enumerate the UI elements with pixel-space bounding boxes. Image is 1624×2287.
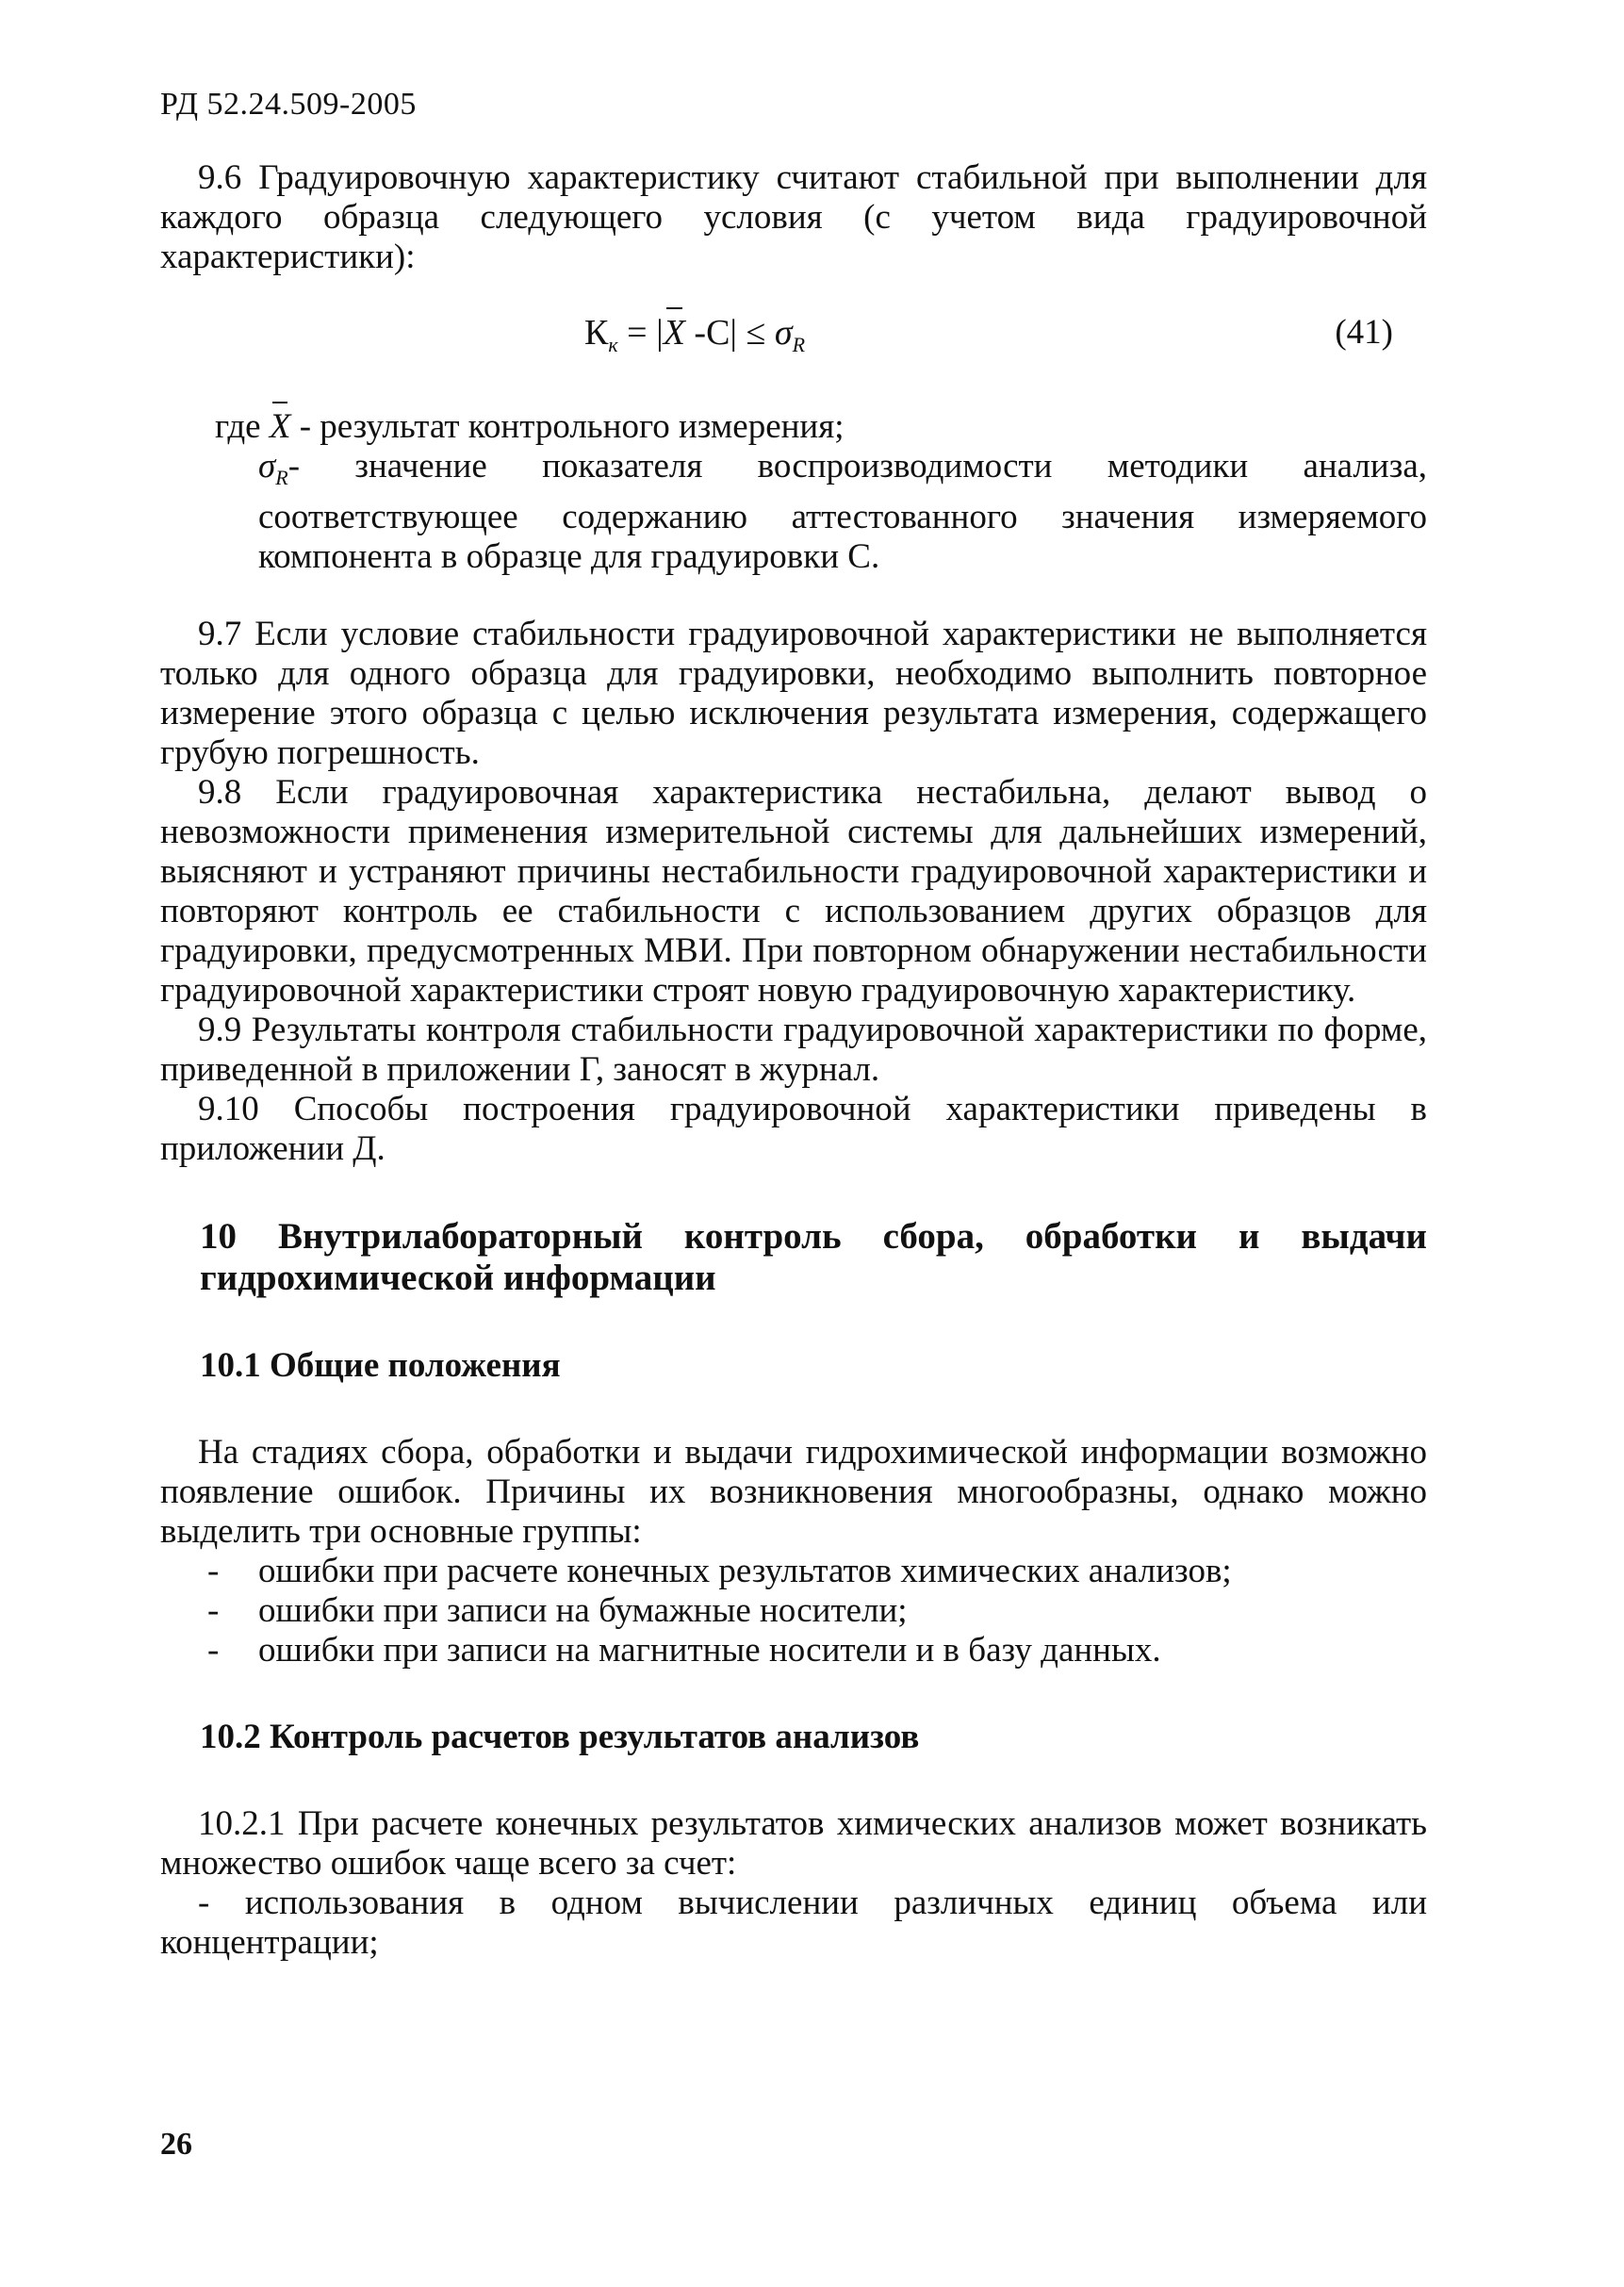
list-item	[160, 1631, 1427, 1670]
list-10-1	[160, 1552, 1427, 1670]
paragraph-9-9: 9.9 Результаты контроля стабильности градуировочной характеристики по форме, приведенной в приложении Г, заносят в журнал.	[160, 1011, 1427, 1089]
section-10-heading: 10 Внутрилабораторный контроль сбора, обработки и выдачи гидрохимической информации	[200, 1216, 1427, 1298]
paragraph-9-7: 9.7 Если условие стабильности градуировочной характеристики не выполняется только для одного образца для градуировки, необходимо выполнить повторное измерение этого образца с целью исключения результата измерения, содержащего грубую погрешность.	[160, 615, 1427, 772]
list-item	[160, 1552, 1427, 1591]
page-number: 26	[160, 2127, 192, 2162]
list-dash: -	[207, 1631, 220, 1670]
where-sigma-subscript: R	[275, 466, 288, 489]
where-sigma: σ	[258, 447, 276, 485]
where-x-bar: X	[269, 407, 291, 446]
spacer	[160, 1299, 1427, 1346]
list-dash: -	[207, 1591, 220, 1630]
list-dash: -	[198, 1884, 210, 1922]
section-10-1-heading: 10.1 Общие положения	[200, 1346, 561, 1385]
spacer	[160, 1169, 1427, 1216]
spacer	[160, 577, 1427, 615]
formula-expression	[584, 313, 805, 365]
list-item	[160, 1591, 1427, 1631]
formula-k: К	[584, 313, 609, 353]
spacer	[160, 1386, 1427, 1433]
list-dash: -	[207, 1552, 220, 1590]
spacer	[160, 1757, 1427, 1804]
list-item-text: использования в одном вычислении различных единиц объема или концентрации;	[160, 1884, 1427, 1962]
where-sigma-text: - значение показателя воспроизводимости методики анализа, соответствующее содержанию аттестованного значения измеряемого компонента в образце для градуировки С.	[258, 447, 1427, 576]
formula-eq: = |	[617, 313, 664, 353]
where-x-definition	[160, 407, 1427, 447]
paragraph-9-8: 9.8 Если градуировочная характеристика нестабильна, делают вывод о невозможности применения измерительной системы для дальнейших измерений, выясняют и устраняют причины нестабильности градуировочной характеристики и повторяют контроль ее стабильности с использованием других образцов для градуировки, предусмотренных МВИ. При повторном обнаружении нестабильности градуировочной характеристики строят новую градуировочную характеристику.	[160, 773, 1427, 1010]
where-prefix: где	[215, 407, 270, 446]
paragraph-10-2-1: 10.2.1 При расчете конечных результатов химических анализов может возникать множество ошибок чаще всего за счет:	[160, 1804, 1427, 1883]
formula-x-bar: X	[663, 313, 685, 353]
list-item-text: ошибки при расчете конечных результатов химических анализов;	[258, 1552, 1232, 1590]
spacer	[160, 1670, 1427, 1718]
formula-sigma-subscript: R	[792, 333, 806, 356]
list-item-text: ошибки при записи на бумажные носители;	[258, 1591, 908, 1630]
paragraph-9-6: 9.6 Градуировочную характеристику считают стабильной при выполнении для каждого образца следующего условия (с учетом вида градуировочной характеристики):	[160, 158, 1427, 276]
page-body	[160, 158, 1427, 1963]
list-item-text: ошибки при записи на магнитные носители и в базу данных.	[258, 1631, 1161, 1670]
where-x-text: - результат контрольного измерения;	[290, 407, 845, 446]
where-sigma-definition	[160, 447, 1427, 577]
formula-41	[160, 313, 1427, 362]
paragraph-10-2-1-item	[160, 1884, 1427, 1963]
formula-k-subscript: к	[608, 333, 618, 356]
paragraph-9-10: 9.10 Способы построения градуировочной характеристики приведены в приложении Д.	[160, 1090, 1427, 1168]
running-header-doc-code: РД 52.24.509-2005	[160, 87, 417, 122]
formula-mid: -С| ≤	[684, 313, 775, 353]
formula-number: (41)	[1335, 313, 1393, 352]
section-10-2-heading: 10.2 Контроль расчетов результатов анализов	[200, 1718, 920, 1756]
paragraph-10-1: На стадиях сбора, обработки и выдачи гидрохимической информации возможно появление ошибок. Причины их возникновения многообразны, однако можно выделить три основные группы:	[160, 1433, 1427, 1551]
formula-sigma: σ	[774, 313, 793, 353]
